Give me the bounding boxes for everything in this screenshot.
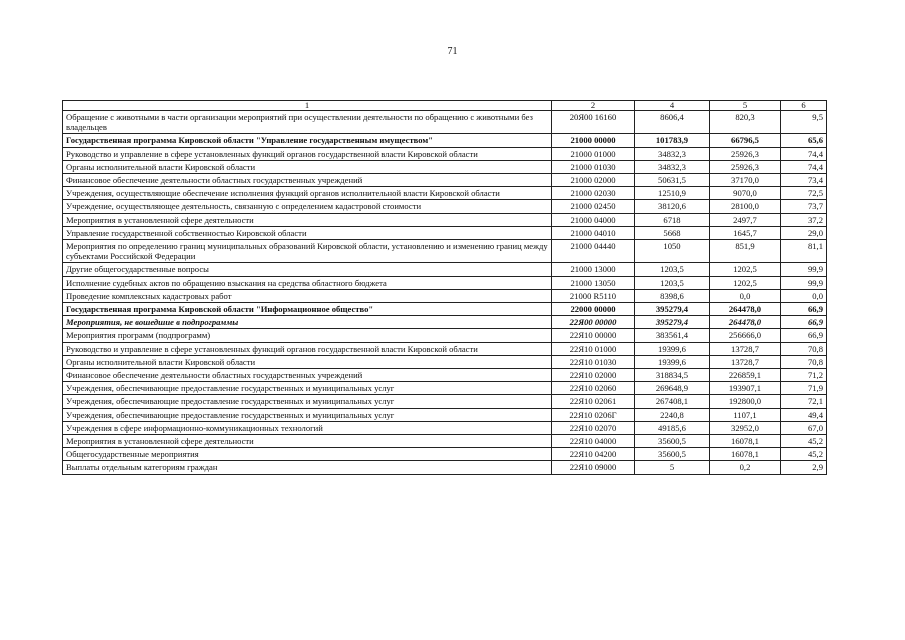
cell-percent: 45,2 [781, 435, 827, 448]
cell-percent: 70,8 [781, 342, 827, 355]
cell-actual: 13728,7 [710, 355, 781, 368]
cell-code: 21000 02030 [552, 187, 635, 200]
cell-percent: 74,4 [781, 147, 827, 160]
cell-plan: 38120,6 [635, 200, 710, 213]
cell-plan: 34832,3 [635, 160, 710, 173]
cell-plan: 383561,4 [635, 329, 710, 342]
cell-plan: 34832,3 [635, 147, 710, 160]
cell-code: 22Я10 00000 [552, 329, 635, 342]
cell-percent: 66,9 [781, 316, 827, 329]
cell-actual: 193907,1 [710, 382, 781, 395]
cell-code: 21000 R5110 [552, 289, 635, 302]
cell-actual: 32952,0 [710, 421, 781, 434]
column-header-plan: 4 [635, 101, 710, 111]
table-row [63, 200, 827, 213]
cell-name: Государственная программа Кировской области "Информационное общество" [63, 303, 552, 316]
cell-plan: 395279,4 [635, 303, 710, 316]
table-row [63, 448, 827, 461]
cell-name: Государственная программа Кировской области "Управление государственным имуществом" [63, 134, 552, 147]
cell-percent: 67,0 [781, 421, 827, 434]
cell-code: 21000 04000 [552, 213, 635, 226]
cell-code: 22Я10 0206Г [552, 408, 635, 421]
cell-percent: 45,2 [781, 448, 827, 461]
cell-plan: 19399,6 [635, 355, 710, 368]
cell-name: Органы исполнительной власти Кировской области [63, 355, 552, 368]
cell-percent: 29,0 [781, 226, 827, 239]
cell-percent: 0,0 [781, 289, 827, 302]
column-header-percent: 6 [781, 101, 827, 111]
cell-percent: 65,6 [781, 134, 827, 147]
cell-plan: 12510,9 [635, 187, 710, 200]
table-row [63, 355, 827, 368]
table-row [63, 342, 827, 355]
cell-code: 21000 13000 [552, 263, 635, 276]
table-row [63, 369, 827, 382]
cell-actual: 28100,0 [710, 200, 781, 213]
cell-percent: 99,9 [781, 276, 827, 289]
cell-actual: 264478,0 [710, 316, 781, 329]
cell-code: 21000 02000 [552, 174, 635, 187]
cell-actual: 1202,5 [710, 263, 781, 276]
cell-name: Финансовое обеспечение деятельности областных государственных учреждений [63, 369, 552, 382]
table-body [63, 111, 827, 475]
cell-code: 22Я10 01030 [552, 355, 635, 368]
cell-name: Учреждения, обеспечивающие предоставление государственных и муниципальных услуг [63, 408, 552, 421]
cell-percent: 66,9 [781, 329, 827, 342]
table-row [63, 226, 827, 239]
table-row [63, 134, 827, 147]
cell-actual: 820,3 [710, 111, 781, 134]
cell-actual: 16078,1 [710, 448, 781, 461]
table-row [63, 289, 827, 302]
cell-plan: 395279,4 [635, 316, 710, 329]
cell-plan: 1050 [635, 240, 710, 263]
cell-actual: 66796,5 [710, 134, 781, 147]
cell-percent: 81,1 [781, 240, 827, 263]
table-row [63, 435, 827, 448]
cell-name: Органы исполнительной власти Кировской области [63, 160, 552, 173]
cell-name: Финансовое обеспечение деятельности областных государственных учреждений [63, 174, 552, 187]
table-row [63, 316, 827, 329]
cell-percent: 72,5 [781, 187, 827, 200]
cell-code: 21000 13050 [552, 276, 635, 289]
cell-name: Учреждения в сфере информационно-коммуникационных технологий [63, 421, 552, 434]
cell-code: 22Я10 01000 [552, 342, 635, 355]
cell-plan: 50631,5 [635, 174, 710, 187]
cell-percent: 2,9 [781, 461, 827, 474]
cell-plan: 5 [635, 461, 710, 474]
table-row [63, 240, 827, 263]
table-row [63, 213, 827, 226]
cell-percent: 37,2 [781, 213, 827, 226]
cell-actual: 37170,0 [710, 174, 781, 187]
cell-plan: 269648,9 [635, 382, 710, 395]
cell-percent: 73,4 [781, 174, 827, 187]
cell-code: 22Я10 04200 [552, 448, 635, 461]
cell-code: 21000 04440 [552, 240, 635, 263]
table-header-row [63, 101, 827, 111]
cell-name: Управление государственной собственностью Кировской области [63, 226, 552, 239]
cell-plan: 318834,5 [635, 369, 710, 382]
cell-plan: 19399,6 [635, 342, 710, 355]
cell-percent: 71,2 [781, 369, 827, 382]
table-row [63, 147, 827, 160]
cell-code: 22Я10 02061 [552, 395, 635, 408]
cell-actual: 9070,0 [710, 187, 781, 200]
cell-percent: 70,8 [781, 355, 827, 368]
cell-plan: 8398,6 [635, 289, 710, 302]
cell-code: 22Я00 00000 [552, 316, 635, 329]
cell-actual: 851,9 [710, 240, 781, 263]
cell-plan: 49185,6 [635, 421, 710, 434]
cell-code: 22Я10 04000 [552, 435, 635, 448]
cell-actual: 192800,0 [710, 395, 781, 408]
cell-name: Учреждения, обеспечивающие предоставление государственных и муниципальных услуг [63, 395, 552, 408]
cell-plan: 6718 [635, 213, 710, 226]
column-header-code: 2 [552, 101, 635, 111]
cell-plan: 35600,5 [635, 448, 710, 461]
cell-name: Руководство и управление в сфере установленных функций органов государственной власти Кировской области [63, 342, 552, 355]
column-header-actual: 5 [710, 101, 781, 111]
cell-actual: 1107,1 [710, 408, 781, 421]
cell-code: 22000 00000 [552, 303, 635, 316]
cell-actual: 264478,0 [710, 303, 781, 316]
cell-name: Проведение комплексных кадастровых работ [63, 289, 552, 302]
cell-code: 22Я10 02060 [552, 382, 635, 395]
cell-name: Учреждение, осуществляющее деятельность, связанную с определением кадастровой стоимости [63, 200, 552, 213]
cell-actual: 25926,3 [710, 147, 781, 160]
cell-plan: 1203,5 [635, 276, 710, 289]
table-row [63, 111, 827, 134]
cell-name: Другие общегосударственные вопросы [63, 263, 552, 276]
cell-code: 22Я10 02070 [552, 421, 635, 434]
cell-name: Исполнение судебных актов по обращению взыскания на средства областного бюджета [63, 276, 552, 289]
cell-code: 21000 04010 [552, 226, 635, 239]
cell-percent: 66,9 [781, 303, 827, 316]
cell-actual: 226859,1 [710, 369, 781, 382]
cell-plan: 5668 [635, 226, 710, 239]
table-row [63, 276, 827, 289]
cell-name: Общегосударственные мероприятия [63, 448, 552, 461]
cell-code: 20Я00 16160 [552, 111, 635, 134]
cell-actual: 0,2 [710, 461, 781, 474]
cell-name: Мероприятия программ (подпрограмм) [63, 329, 552, 342]
cell-code: 22Я10 02000 [552, 369, 635, 382]
cell-actual: 1202,5 [710, 276, 781, 289]
cell-name: Мероприятия в установленной сфере деятельности [63, 435, 552, 448]
cell-plan: 101783,9 [635, 134, 710, 147]
cell-plan: 2240,8 [635, 408, 710, 421]
cell-percent: 73,7 [781, 200, 827, 213]
table-row [63, 382, 827, 395]
table-row [63, 263, 827, 276]
table-row [63, 421, 827, 434]
cell-name: Учреждения, обеспечивающие предоставление государственных и муниципальных услуг [63, 382, 552, 395]
table-row [63, 461, 827, 474]
budget-table [62, 100, 827, 475]
table-row [63, 408, 827, 421]
cell-actual: 16078,1 [710, 435, 781, 448]
cell-percent: 49,4 [781, 408, 827, 421]
cell-name: Мероприятия в установленной сфере деятельности [63, 213, 552, 226]
cell-actual: 2497,7 [710, 213, 781, 226]
cell-name: Выплаты отдельным категориям граждан [63, 461, 552, 474]
cell-percent: 99,9 [781, 263, 827, 276]
cell-code: 21000 00000 [552, 134, 635, 147]
table-row [63, 329, 827, 342]
cell-code: 21000 02450 [552, 200, 635, 213]
cell-code: 21000 01000 [552, 147, 635, 160]
cell-actual: 256666,0 [710, 329, 781, 342]
table-row [63, 160, 827, 173]
cell-actual: 25926,3 [710, 160, 781, 173]
column-header-name: 1 [63, 101, 552, 111]
table-row [63, 174, 827, 187]
page-number: 71 [447, 46, 458, 57]
cell-name: Руководство и управление в сфере установленных функций органов государственной власти Кировской области [63, 147, 552, 160]
table-row [63, 187, 827, 200]
cell-name: Мероприятия по определению границ муниципальных образований Кировской области, установлению и изменению границ между субъектами Российской Федерации [63, 240, 552, 263]
cell-percent: 9,5 [781, 111, 827, 134]
cell-name: Мероприятия, не вошедшие в подпрограммы [63, 316, 552, 329]
cell-plan: 267408,1 [635, 395, 710, 408]
cell-percent: 74,4 [781, 160, 827, 173]
cell-actual: 1645,7 [710, 226, 781, 239]
cell-name: Учреждения, осуществляющие обеспечение исполнения функций органов исполнительной власти Кировской области [63, 187, 552, 200]
cell-actual: 0,0 [710, 289, 781, 302]
table-row [63, 303, 827, 316]
cell-plan: 35600,5 [635, 435, 710, 448]
cell-plan: 1203,5 [635, 263, 710, 276]
table-row [63, 395, 827, 408]
cell-name: Обращение с животными в части организации мероприятий при осуществлении деятельности по обращению с животными без владельцев [63, 111, 552, 134]
cell-percent: 71,9 [781, 382, 827, 395]
cell-plan: 8606,4 [635, 111, 710, 134]
cell-code: 21000 01030 [552, 160, 635, 173]
cell-code: 22Я10 09000 [552, 461, 635, 474]
cell-actual: 13728,7 [710, 342, 781, 355]
cell-percent: 72,1 [781, 395, 827, 408]
